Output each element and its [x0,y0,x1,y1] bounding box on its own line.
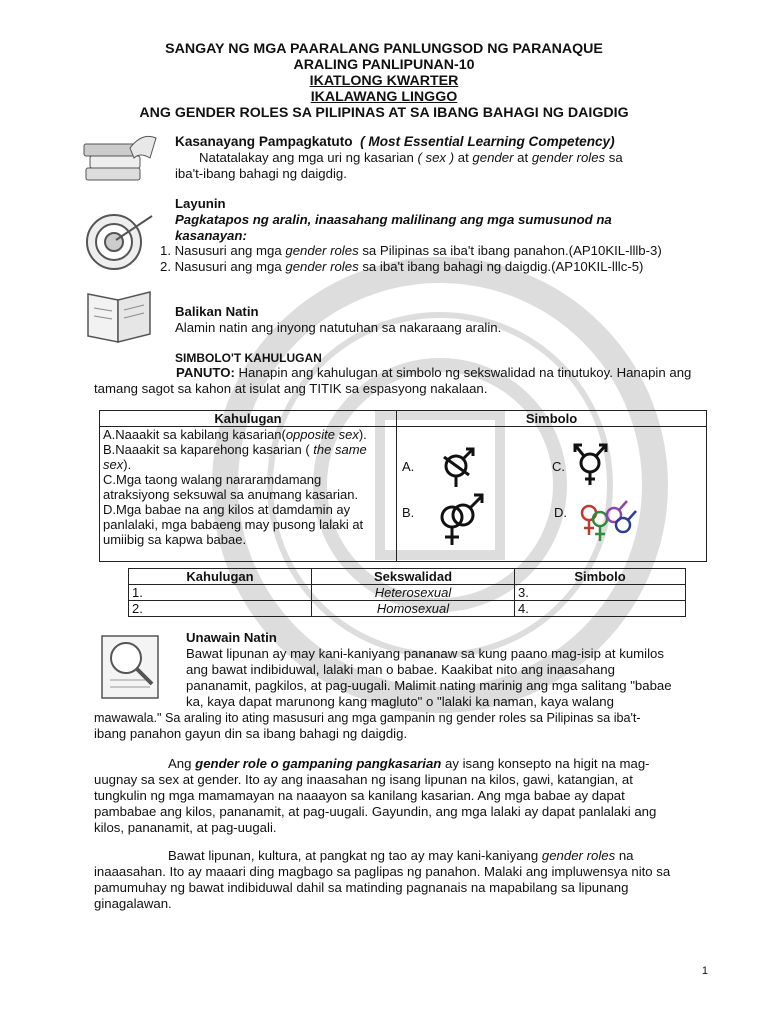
row2-kahulugan: 2. [129,601,312,617]
para2-line1: Ang gender role o gampaning pangkasarian ay isang konsepto na higit na mag- [168,756,650,771]
table-row [129,585,686,601]
meaning-d-line2: panlalaki, mga babaeng may pusong lalaki at [103,517,364,532]
meaning-a: A.Naaakit sa kabilang kasarian(opposite sex). [103,427,367,442]
col2-kahulugan: Kahulugan [129,569,312,585]
target-icon [82,208,156,274]
row1-sekswalidad: Heterosexual [312,585,515,601]
meaning-d-line3: umiibig sa kapwa babae. [103,532,247,547]
unawain-line3: pananamit, pagkilos, at pag-uugali. Malimit nating marinig ang mga salitang "babae [186,678,672,693]
meaning-b-cont: sex). [103,457,132,472]
col-simbolo: Simbolo [397,411,707,427]
meanings-cell [100,427,397,562]
para3-line3: pamumuhay ng bawat indibiduwal dahil sa matinding pagnanais na mapabilang sa lipunang [94,880,629,895]
layunin-intro-line2: kasanayan: [175,228,247,243]
meaning-d-line1: D.Mga babae na ang kilos at damdamin ay [103,502,351,517]
header-title: ANG GENDER ROLES SA PILIPINAS AT SA IBANG BAHAGI NG DAIGDIG [139,105,629,121]
symbol-label-a: A. [402,459,415,474]
row2-sekswalidad: Homosexual [312,601,515,617]
row2-simbolo: 4. [515,601,686,617]
unawain-line5: mawawala." Sa araling ito ating masusuri ang mga gampanin ng gender roles sa Pilipinas sa iba't- [94,711,641,725]
magnifier-document-icon [96,630,172,702]
layunin-title: Layunin [175,196,226,211]
sexuality-table [128,568,686,617]
row1-simbolo: 3. [515,585,686,601]
melc-text-line1: Natatalakay ang mga uri ng kasarian ( sex ) at gender at gender roles sa [199,150,623,165]
header-line1: SANGAY NG MGA PAARALANG PANLUNGSOD NG PARANAQUE [165,41,603,57]
melc-text-line2: iba't-ibang bahagi ng daigdig. [175,166,347,181]
para2-line3: tungkulin ng mga mamamayan na naaayon sa kanilang kasarian. Ang mga babae ay dapat [94,788,625,803]
objective-2: 2. Nasusuri ang mga gender roles sa iba't ibang bahagi ng daigdig.(AP10KIL-lllc-5) [160,259,644,274]
books-icon [80,128,160,192]
para3-line2: inaaasahan. Ito ay maaari ding magbago sa paglipas ng panahon. Malaki ang impluwensya nito sa [94,864,671,879]
simbolo-title: SIMBOLO'T KAHULUGAN [175,351,322,365]
meaning-c-line1: C.Mga taong walang nararamdamang [103,472,322,487]
symbol-label-c: C. [552,459,565,474]
col-kahulugan: Kahulugan [100,411,397,427]
panuto-line1: PANUTO: Hanapin ang kahulugan at simbolo ng sekswalidad na tinutukoy. Hanapin ang [176,365,692,380]
para2-line4: pambabae ang kilos, pananamit, at pag-uugali. Gayundin, ang mga lalaki ay dapat panlalaki ang [94,804,657,819]
unawain-line4: ka, kaya dapat marunong kang magluto" o "lalaki ka naman, kaya walang [186,694,614,709]
para2-line2: uugnay sa sex at gender. Ito ay ang inaasahan ng isang lipunan na kilos, gawi, katangian, at [94,772,633,787]
header-line3: IKATLONG KWARTER [309,73,459,89]
symbols-cell [397,427,707,562]
meaning-b: B.Naaakit sa kaparehong kasarian ( the same [103,442,367,457]
melc-title: Kasanayang Pampagkatuto ( Most Essential Learning Competency) [175,134,615,149]
meaning-c-line2: atraksiyong seksuwal sa anumang kasarian. [103,487,359,502]
objective-1: 1. Nasusuri ang mga gender roles sa Pilipinas sa iba't ibang panahon.(AP10KIL-lllb-3) [160,243,662,258]
para3-line4: ginagalawan. [94,896,172,911]
symbol-label-b: B. [402,505,415,520]
page-number: 1 [701,965,708,977]
symbol-label-d: D. [554,505,567,520]
lgbt-symbols-icon [579,495,639,545]
header-line2: ARALING PANLIPUNAN-10 [293,57,475,73]
header-line4: IKALAWANG LINGGO [310,89,458,105]
col2-simbolo: Simbolo [515,569,686,585]
col2-sekswalidad: Sekswalidad [312,569,515,585]
para2-line5: kilos, pananamit, at pag-uugali. [94,820,277,835]
meaning-symbol-table [99,410,707,562]
layunin-intro-line1: Pagkatapos ng aralin, inaasahang malilinang ang mga sumusunod na [175,212,612,227]
balikan-title: Balikan Natin [175,304,259,319]
transgender-symbol-icon [572,441,612,487]
panuto-line2: tamang sagot sa kahon at isulat ang TITIK sa espasyong nakalaan. [94,381,488,396]
unawain-line1: Bawat lipunan ay may kani-kaniyang pananaw sa kung paano mag-isip at kumilos [186,646,664,661]
heterosexual-symbol-icon [437,491,487,547]
para3-line1: Bawat lipunan, kultura, at pangkat ng tao ay may kani-kaniyang gender roles na [168,848,634,863]
unawain-line2: ang bawat indibiduwal, lalaki man o babae. Kaakibat nito ang inaasahang [186,662,615,677]
open-book-icon [80,284,160,348]
balikan-text: Alamin natin ang inyong natutuhan sa nakaraang aralin. [175,320,502,335]
row1-kahulugan: 1. [129,585,312,601]
table-row [129,601,686,617]
unawain-line6: ibang panahon gayun din sa ibang bahagi ng daigdig. [94,726,408,741]
unawain-title: Unawain Natin [186,630,277,645]
asexual-symbol-icon [439,447,479,489]
